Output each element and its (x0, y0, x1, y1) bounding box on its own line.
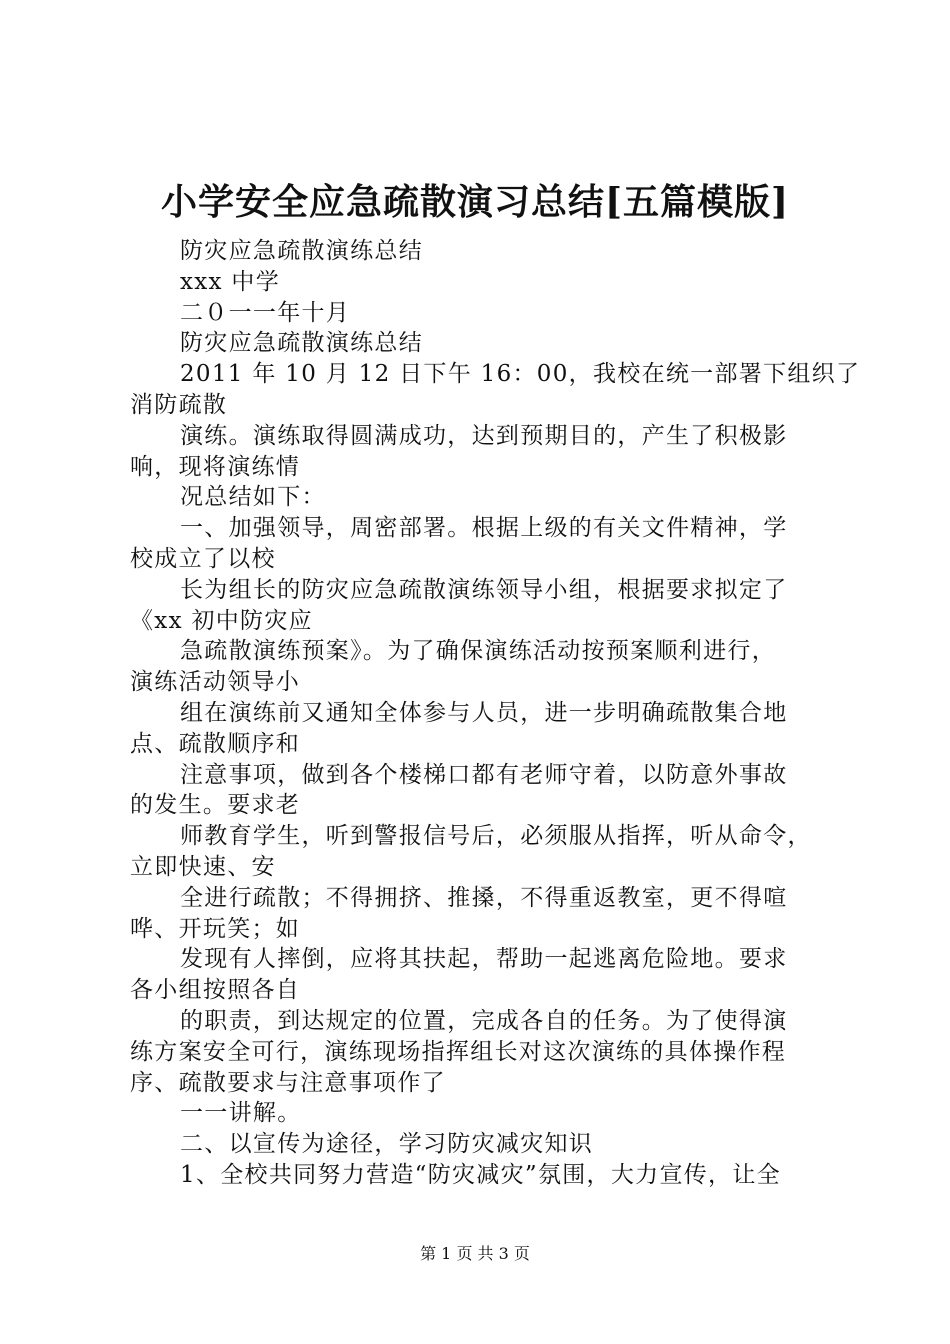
body-line: 发现有人摔倒，应将其扶起，帮助一起逃离危险地。要求 (180, 946, 788, 973)
body-line: 二０一一年十月 (180, 299, 351, 326)
body-line: 一、加强领导，周密部署。根据上级的有关文件精神，学 (180, 515, 788, 542)
page-footer: 第 1 页 共 3 页 (420, 1244, 530, 1263)
body-line: 1、全校共同努力营造“防灾减灾”氛围，大力宣传，让全 (180, 1161, 781, 1188)
document-title: 小学安全应急疏散演习总结[五篇模版] (160, 181, 790, 223)
body-line: 全进行疏散；不得拥挤、推搡，不得重返教室，更不得喧 (180, 884, 788, 911)
body-line: 况总结如下： (180, 484, 326, 511)
body-line: xxx 中学 (180, 268, 281, 295)
body-line: 点、疏散顺序和 (130, 730, 301, 757)
body-line: 《xx 初中防灾应 (130, 607, 313, 634)
body-line: 消防疏散 (130, 391, 228, 418)
body-line: 响，现将演练情 (130, 453, 301, 480)
body-line: 立即快速、安 (130, 853, 276, 880)
body-line: 的职责，到达规定的位置，完成各自的任务。为了使得演 (180, 1007, 788, 1034)
document-body (130, 236, 861, 1191)
body-line: 师教育学生，听到警报信号后，必须服从指挥，听从命令， (180, 823, 812, 850)
body-line: 一一讲解。 (180, 1100, 302, 1127)
body-line: 急疏散演练预案》。为了确保演练活动按预案顺利进行， (180, 638, 776, 665)
body-line: 防灾应急疏散演练总结 (180, 330, 423, 357)
body-line: 防灾应急疏散演练总结 (180, 238, 423, 264)
body-line: 校成立了以校 (130, 545, 276, 572)
body-line: 2011 年 10 月 12 日下午 16：00，我校在统一部署下组织了 (180, 361, 861, 388)
body-line: 二、以宣传为途径，学习防灾减灾知识 (180, 1131, 594, 1158)
body-line: 练方案安全可行，演练现场指挥组长对这次演练的具体操作程 (130, 1038, 787, 1065)
body-line: 演练活动领导小 (130, 669, 301, 696)
body-line: 长为组长的防灾应急疏散演练领导小组，根据要求拟定了 (180, 576, 788, 603)
body-line: 演练。演练取得圆满成功，达到预期目的，产生了积极影 (180, 422, 788, 449)
body-line: 的发生。要求老 (130, 792, 301, 819)
body-line: 各小组按照各自 (130, 977, 301, 1004)
body-line: 注意事项，做到各个楼梯口都有老师守着，以防意外事故 (180, 761, 788, 788)
body-line: 哗、开玩笑；如 (130, 915, 301, 942)
body-line: 序、疏散要求与注意事项作了 (130, 1069, 446, 1096)
body-line: 组在演练前又通知全体参与人员，进一步明确疏散集合地 (180, 699, 788, 726)
